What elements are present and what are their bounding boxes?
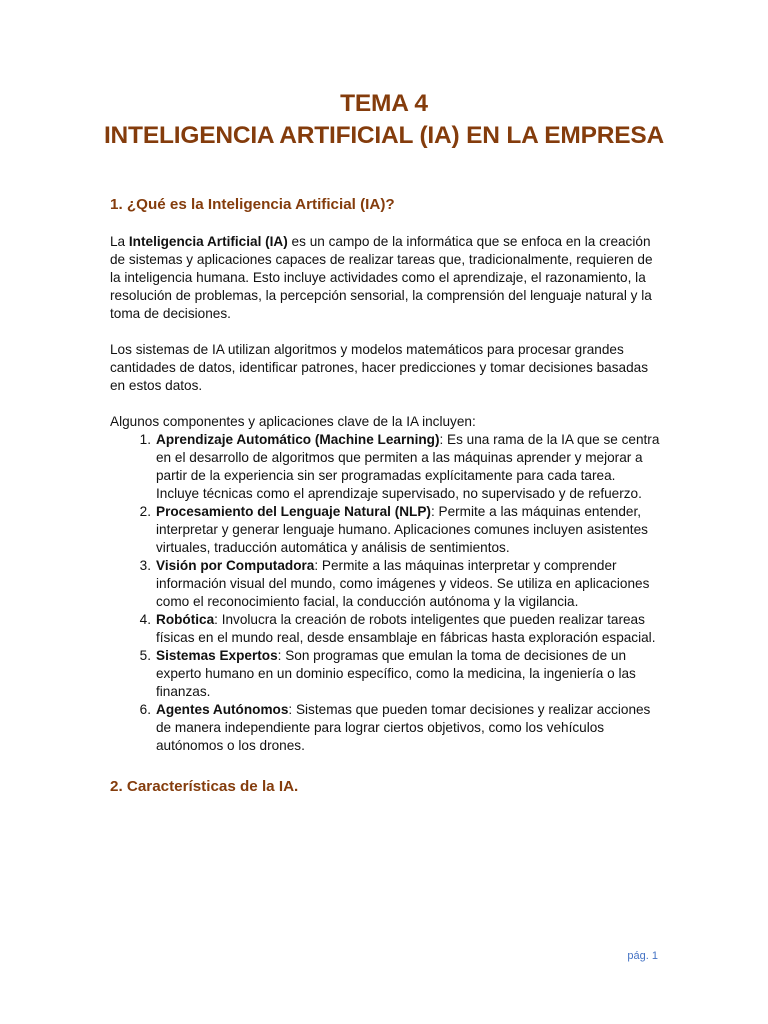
list-item-term: Visión por Computadora [156, 558, 315, 573]
list-item [110, 503, 662, 557]
list-item [110, 647, 662, 701]
list-item-number: 4. [139, 612, 151, 627]
list-item-term: Agentes Autónomos [156, 702, 289, 717]
title-line-2: INTELIGENCIA ARTIFICIAL (IA) EN LA EMPRESA [103, 122, 665, 149]
paragraph-definition-post: es un campo de la informática que se enfoca en la creación de sistemas y aplicaciones capaces de realizar tareas que, tradicionalmente, requieren de la inteligencia humana. Esto incluye actividades como el aprendizaje, el razonamiento, la resolución de problemas, la percepción sensorial, la comprensión del lenguaje natural y la toma de decisiones. [110, 234, 653, 321]
list-item-number: 3. [139, 558, 151, 573]
page-number: pág. 1 [627, 950, 658, 962]
paragraph-components-intro: Algunos componentes y aplicaciones clave de la IA incluyen: [110, 414, 476, 429]
list-item-desc: : Sistemas que pueden tomar decisiones y realizar acciones de manera independiente para lograr ciertos objetivos, como los vehículos autónomos o los drones. [156, 702, 651, 753]
list-item-desc: : Permite a las máquinas interpretar y comprender información visual del mundo, como imágenes y videos. Se utiliza en aplicaciones como el reconocimiento facial, la conducción autónoma y la vigilancia. [156, 558, 650, 609]
list-item [110, 611, 662, 647]
document-title [0, 88, 768, 152]
list-item-desc: : Permite a las máquinas entender, interpretar y generar lenguaje humano. Aplicaciones comunes incluyen asistentes virtuales, traducción automática y análisis de sentimientos. [156, 504, 648, 555]
section-2-heading: 2. Características de la IA. [110, 778, 299, 795]
list-item-term: Aprendizaje Automático (Machine Learning) [156, 432, 440, 447]
list-item-number: 2. [139, 504, 151, 519]
list-item-term: Robótica [156, 612, 215, 627]
components-list [110, 431, 662, 755]
list-item-number: 5. [139, 648, 151, 663]
list-item-desc: : Involucra la creación de robots inteligentes que pueden realizar tareas físicas en el mundo real, desde ensamblaje en fábricas hasta exploración espacial. [156, 612, 656, 645]
list-item [110, 431, 662, 503]
section-1-heading: 1. ¿Qué es la Inteligencia Artificial (IA)? [110, 196, 395, 213]
list-item [110, 557, 662, 611]
list-item-desc: : Es una rama de la IA que se centra en el desarrollo de algoritmos que permiten a las máquinas aprender y mejorar a partir de la experiencia sin ser programadas explícitamente para cada tarea. Incluye técnicas como el aprendizaje supervisado, no supervisado y de refuerzo. [156, 432, 660, 501]
paragraph-definition-pre: La [110, 234, 129, 249]
title-line-1: TEMA 4 [340, 90, 428, 117]
list-item-desc: : Son programas que emulan la toma de decisiones de un experto humano en un dominio específico, como la medicina, la ingeniería o las finanzas. [156, 648, 636, 699]
list-item [110, 701, 662, 755]
paragraph-definition [110, 233, 662, 323]
list-item-term: Procesamiento del Lenguaje Natural (NLP) [156, 504, 431, 519]
list-item-number: 1. [139, 432, 151, 447]
paragraph-definition-bold: Inteligencia Artificial (IA) [128, 234, 288, 249]
document-body [110, 195, 662, 797]
list-item-number: 6. [139, 702, 151, 717]
list-item-term: Sistemas Expertos [156, 648, 278, 663]
paragraph-systems: Los sistemas de IA utilizan algoritmos y modelos matemáticos para procesar grandes cantidades de datos, identificar patrones, hacer predicciones y tomar decisiones basadas en estos datos. [110, 342, 649, 393]
